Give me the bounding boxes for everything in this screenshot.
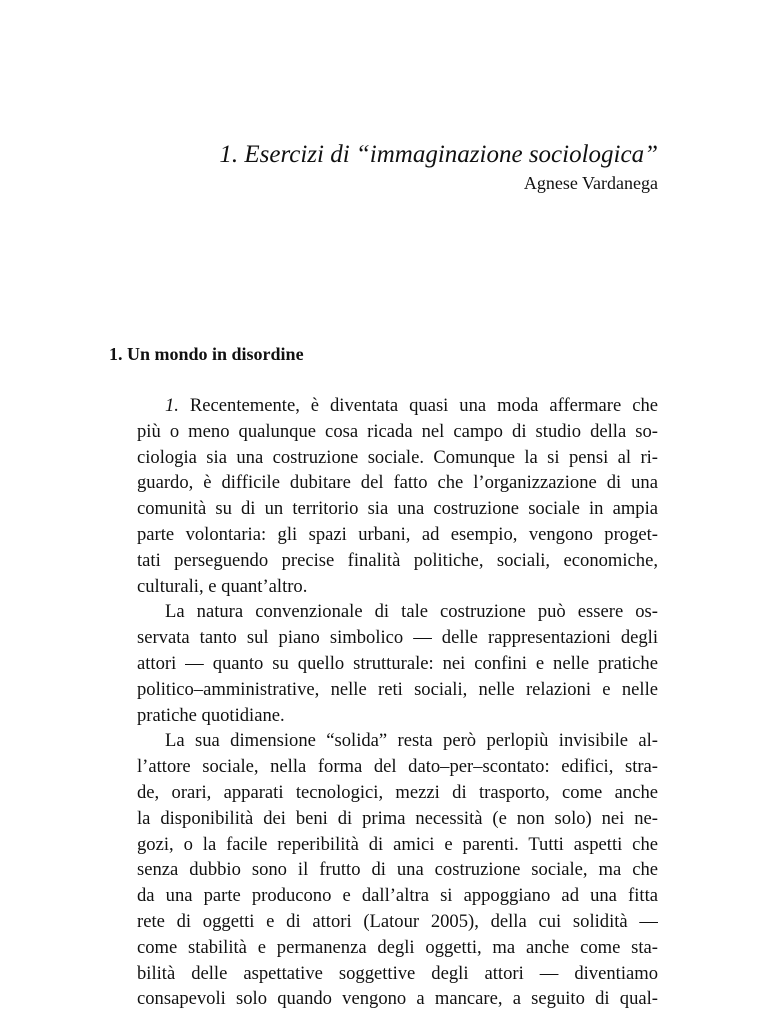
paragraph-line: senza dubbio sono il frutto di una costruzione sociale, ma che	[137, 859, 658, 881]
paragraph-line: de, orari, apparati tecnologici, mezzi di trasporto, come anche	[137, 781, 658, 803]
paragraph-line: bilità delle aspettative soggettive degli attori — diventiamo	[137, 962, 658, 984]
section-heading: 1. Un mondo in disordine	[109, 344, 304, 364]
paragraph-line: più o meno qualunque cosa ricada nel campo di studio della so-	[137, 420, 658, 442]
paragraph-line: da una parte producono e dall’altra si appoggiano ad una fitta	[137, 885, 658, 907]
chapter-title: 1. Esercizi di “immaginazione sociologica”	[219, 141, 658, 168]
paragraph-line: servata tanto sul piano simbolico — delle rappresentazioni degli	[137, 627, 658, 649]
paragraph-line: La natura convenzionale di tale costruzione può essere os-	[165, 601, 658, 623]
body-text	[109, 393, 658, 1012]
paragraph-2	[109, 599, 658, 728]
paragraph-line: 1. Recentemente, è diventata quasi una moda affermare che	[165, 395, 658, 416]
paragraph-1	[109, 393, 658, 599]
paragraph-line: gozi, o la facile reperibilità di amici e parenti. Tutti aspetti che	[137, 833, 658, 855]
paragraph-3	[109, 728, 658, 1012]
paragraph-line: pratiche quotidiane.	[137, 704, 285, 726]
paragraph-line: tati perseguendo precise finalità politiche, sociali, economiche,	[137, 549, 658, 571]
paragraph-line: La sua dimensione “solida” resta però perlopiù invisibile al-	[165, 730, 658, 752]
paragraph-line: culturali, e quant’altro.	[137, 575, 308, 597]
paragraph-line: guardo, è difficile dubitare del fatto che l’organizzazione di una	[137, 472, 658, 494]
paragraph-line: parte volontaria: gli spazi urbani, ad esempio, vengono proget-	[137, 523, 658, 545]
paragraph-line: attori — quanto su quello strutturale: nei confini e nelle pratiche	[137, 652, 658, 674]
paragraph-line: comunità su di un territorio sia una costruzione sociale in ampia	[137, 498, 658, 520]
paragraph-line: politico–amministrative, nelle reti sociali, nelle relazioni e nelle	[137, 678, 658, 700]
paragraph-line: la disponibilità dei beni di prima necessità (e non solo) nei ne-	[137, 807, 658, 829]
paragraph-line: come stabilità e permanenza degli oggetti, ma anche come sta-	[137, 936, 658, 958]
paragraph-number: 1.	[165, 395, 179, 416]
paragraph-line: consapevoli solo quando vengono a mancare, a seguito di qual-	[137, 988, 658, 1010]
paragraph-line: rete di oggetti e di attori (Latour 2005), della cui solidità —	[137, 910, 658, 932]
chapter-author: Agnese Vardanega	[523, 173, 658, 193]
paragraph-line: l’attore sociale, nella forma del dato–per–scontato: edifici, stra-	[137, 756, 658, 778]
paragraph-line: ciologia sia una costruzione sociale. Comunque la si pensi al ri-	[137, 446, 658, 468]
